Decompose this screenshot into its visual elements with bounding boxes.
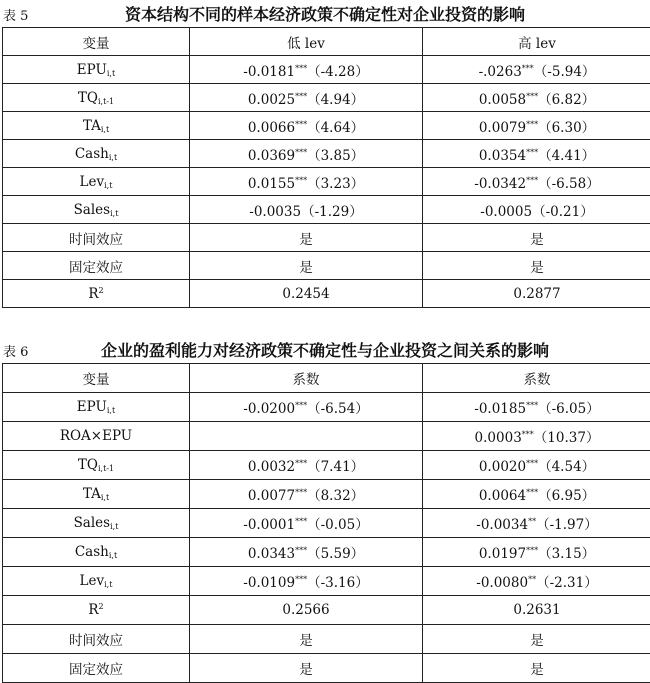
value-cell-1	[190, 393, 423, 422]
coef-value: 0.0369	[248, 148, 295, 164]
variable-cell	[3, 252, 190, 280]
variable-subscript: i,t-1	[98, 97, 114, 106]
t-statistic: （-6.54）	[307, 401, 369, 417]
table5-header-low-lev: 低 lev	[190, 28, 423, 56]
variable-name: EPU	[77, 62, 107, 78]
value-cell-1	[190, 84, 423, 112]
coef-value: 是	[530, 260, 544, 276]
significance-stars: ***	[295, 176, 307, 185]
variable-name: TQ	[78, 90, 98, 106]
value-cell-1: 是	[190, 625, 423, 654]
variable-subscript: i,t	[107, 406, 115, 415]
value-cell-1	[190, 451, 423, 480]
variable-name: Lev	[80, 174, 105, 190]
variable-subscript: i,t	[110, 209, 118, 218]
table6-header-coef-1: 系数	[190, 364, 423, 393]
table6-header-coef-2: 系数	[423, 364, 650, 393]
coef-value: -0.0001	[243, 517, 295, 533]
coef-value: 是	[299, 260, 313, 276]
t-statistic: （3.15）	[538, 546, 595, 562]
coef-value: 0.0032	[248, 459, 295, 475]
coef-value: 0.0058	[479, 92, 526, 108]
table6-r2-row	[3, 596, 650, 625]
value-cell-1	[190, 509, 423, 538]
coef-value: 0.0066	[248, 120, 295, 136]
value-cell-2	[423, 451, 650, 480]
variable-name: Lev	[80, 573, 105, 589]
variable-name: Sales	[74, 515, 111, 531]
table6-row	[3, 654, 650, 683]
variable-cell	[3, 567, 190, 596]
significance-stars: ***	[295, 92, 307, 101]
t-statistic: （3.23）	[307, 176, 364, 192]
table5-body	[3, 56, 650, 280]
value-cell-2	[423, 567, 650, 596]
value-cell-1	[190, 168, 423, 196]
coef-value: -0.0200	[243, 401, 295, 417]
table5-header-variable: 变量	[3, 28, 190, 56]
variable-cell	[3, 509, 190, 538]
table6-caption	[0, 336, 650, 362]
variable-cell	[3, 451, 190, 480]
variable-name: Sales	[74, 202, 111, 218]
coef-value: 0.0020	[479, 459, 526, 475]
significance-stars: ***	[295, 575, 307, 584]
coef-value: -.0263	[479, 64, 522, 80]
significance-stars: **	[528, 575, 536, 584]
table5-row	[3, 196, 650, 224]
variable-name: Cash	[75, 544, 109, 560]
variable-cell	[3, 140, 190, 168]
coef-value: 0.0064	[479, 488, 526, 504]
value-cell-2	[423, 509, 650, 538]
coef-value: 0.0079	[479, 120, 526, 136]
t-statistic: （4.64）	[307, 120, 364, 136]
variable-cell	[3, 224, 190, 252]
value-cell-1	[190, 422, 423, 451]
t-statistic: （-1.97）	[536, 517, 598, 533]
table6-body	[3, 393, 650, 596]
variable-cell: 时间效应	[3, 625, 190, 654]
significance-stars: ***	[526, 401, 538, 410]
table6-row	[3, 480, 650, 509]
coef-value: 是	[530, 232, 544, 248]
table6-row	[3, 422, 650, 451]
value-cell-1	[190, 480, 423, 509]
table6-number: 表 6	[3, 341, 28, 360]
value-cell-1	[190, 140, 423, 168]
table6-row	[3, 509, 650, 538]
coef-value: 0.0003	[475, 430, 522, 446]
significance-stars: ***	[526, 176, 538, 185]
value-cell-2: 是	[423, 625, 650, 654]
table5-r2-row	[3, 280, 650, 308]
value-cell-1	[190, 112, 423, 140]
coef-value: 0.0155	[248, 176, 295, 192]
variable-name: TA	[83, 118, 101, 134]
table5-header-high-lev: 高 lev	[423, 28, 650, 56]
value-cell-2: 是	[423, 654, 650, 683]
table5-row	[3, 252, 650, 280]
significance-stars: ***	[526, 120, 538, 129]
table5-row	[3, 112, 650, 140]
table6-r2-model1: 0.2566	[190, 596, 423, 625]
significance-stars: ***	[295, 401, 307, 410]
variable-cell	[3, 112, 190, 140]
t-statistic: （6.82）	[538, 92, 595, 108]
t-statistic: （5.59）	[307, 546, 364, 562]
significance-stars: ***	[295, 120, 307, 129]
table6-row	[3, 393, 650, 422]
significance-stars: ***	[526, 92, 538, 101]
coef-value: -0.0181	[243, 64, 295, 80]
table6-row	[3, 625, 650, 654]
coef-value: 0.0197	[479, 546, 526, 562]
variable-subscript: i,t	[104, 181, 112, 190]
variable-subscript: i,t	[107, 69, 115, 78]
value-cell-1	[190, 224, 423, 252]
t-statistic: （-5.94）	[534, 64, 596, 80]
value-cell-2	[423, 422, 650, 451]
value-cell-2	[423, 224, 650, 252]
value-cell-1	[190, 538, 423, 567]
t-statistic: （4.41）	[538, 148, 595, 164]
variable-name: TA	[83, 486, 101, 502]
table5-row	[3, 140, 650, 168]
variable-name: Cash	[75, 146, 109, 162]
variable-cell	[3, 480, 190, 509]
significance-stars: ***	[522, 430, 534, 439]
significance-stars: ***	[295, 546, 307, 555]
value-cell-2	[423, 196, 650, 224]
value-cell-1	[190, 196, 423, 224]
table5-row	[3, 224, 650, 252]
table5-header-row	[3, 28, 650, 56]
table6-title: 企业的盈利能力对经济政策不确定性与企业投资之间关系的影响	[0, 338, 650, 361]
coef-value: -0.0342	[474, 176, 526, 192]
significance-stars: ***	[522, 64, 534, 73]
value-cell-2	[423, 393, 650, 422]
coef-value: 0.0354	[479, 148, 526, 164]
t-statistic: （-2.31）	[536, 575, 598, 591]
table5-r2-label: $R^2$	[3, 280, 190, 308]
table5-row	[3, 84, 650, 112]
variable-name: 固定效应	[69, 260, 123, 276]
t-statistic: （6.95）	[538, 488, 595, 504]
value-cell-1	[190, 567, 423, 596]
t-statistic: （10.37）	[534, 430, 600, 446]
t-statistic: （4.54）	[538, 459, 595, 475]
variable-cell	[3, 538, 190, 567]
variable-name: ROA×EPU	[60, 428, 132, 444]
table6-header-variable: 变量	[3, 364, 190, 393]
variable-subscript: i,t	[109, 153, 117, 162]
significance-stars: ***	[295, 459, 307, 468]
value-cell-2	[423, 480, 650, 509]
t-statistic: （-0.21）	[532, 204, 594, 220]
value-cell-2	[423, 84, 650, 112]
t-statistic: （7.41）	[307, 459, 364, 475]
coef-value: -0.0005	[480, 204, 532, 220]
significance-stars: ***	[295, 148, 307, 157]
variable-name: TQ	[78, 457, 98, 473]
table6-header-row	[3, 364, 650, 393]
variable-cell	[3, 56, 190, 84]
variable-subscript: i,t-1	[98, 464, 114, 473]
variable-cell: 固定效应	[3, 654, 190, 683]
value-cell-2	[423, 538, 650, 567]
table6-row	[3, 538, 650, 567]
table5	[2, 27, 650, 308]
significance-stars: ***	[295, 64, 307, 73]
variable-subscript: i,t	[101, 125, 109, 134]
value-cell-1	[190, 56, 423, 84]
variable-subscript: i,t	[104, 580, 112, 589]
t-statistic: （-1.29）	[301, 204, 363, 220]
t-statistic: （-0.05）	[307, 517, 369, 533]
variable-cell	[3, 84, 190, 112]
variable-name: EPU	[77, 399, 107, 415]
table6-row	[3, 451, 650, 480]
variable-cell	[3, 168, 190, 196]
value-cell-1	[190, 252, 423, 280]
variable-subscript: i,t	[109, 551, 117, 560]
coef-value: 0.0025	[248, 92, 295, 108]
value-cell-2	[423, 140, 650, 168]
table5-row	[3, 168, 650, 196]
table5-caption	[0, 0, 650, 26]
table6	[2, 363, 650, 683]
variable-name: 时间效应	[69, 232, 123, 248]
t-statistic: （3.85）	[307, 148, 364, 164]
t-statistic: （-4.28）	[307, 64, 369, 80]
significance-stars: ***	[295, 488, 307, 497]
value-cell-1: 是	[190, 654, 423, 683]
coef-value: 0.0343	[248, 546, 295, 562]
variable-cell	[3, 196, 190, 224]
significance-stars: ***	[526, 459, 538, 468]
coef-value: 0.0077	[248, 488, 295, 504]
t-statistic: （-3.16）	[307, 575, 369, 591]
coef-value: -0.0035	[249, 204, 301, 220]
table6-r2-model2: 0.2631	[423, 596, 650, 625]
table6-r2-label: $R^2$	[3, 596, 190, 625]
value-cell-2	[423, 252, 650, 280]
significance-stars: ***	[295, 517, 307, 526]
variable-cell	[3, 393, 190, 422]
significance-stars: ***	[526, 148, 538, 157]
coef-value: -0.0034	[476, 517, 528, 533]
value-cell-2	[423, 56, 650, 84]
t-statistic: （8.32）	[307, 488, 364, 504]
table6-row	[3, 567, 650, 596]
table5-number: 表 5	[3, 5, 28, 24]
value-cell-2	[423, 168, 650, 196]
table5-row	[3, 56, 650, 84]
value-cell-2	[423, 112, 650, 140]
t-statistic: （-6.58）	[538, 176, 600, 192]
coef-value: -0.0185	[474, 401, 526, 417]
coef-value: -0.0109	[243, 575, 295, 591]
variable-subscript: i,t	[110, 522, 118, 531]
coef-value: 是	[299, 232, 313, 248]
t-statistic: （-6.05）	[538, 401, 600, 417]
significance-stars: ***	[526, 546, 538, 555]
table5-title: 资本结构不同的样本经济政策不确定性对企业投资的影响	[0, 2, 650, 25]
t-statistic: （6.30）	[538, 120, 595, 136]
table5-r2-low: 0.2454	[190, 280, 423, 308]
significance-stars: **	[528, 517, 536, 526]
significance-stars: ***	[526, 488, 538, 497]
variable-subscript: i,t	[101, 493, 109, 502]
variable-cell	[3, 422, 190, 451]
coef-value: -0.0080	[476, 575, 528, 591]
table5-r2-high: 0.2877	[423, 280, 650, 308]
t-statistic: （4.94）	[307, 92, 364, 108]
